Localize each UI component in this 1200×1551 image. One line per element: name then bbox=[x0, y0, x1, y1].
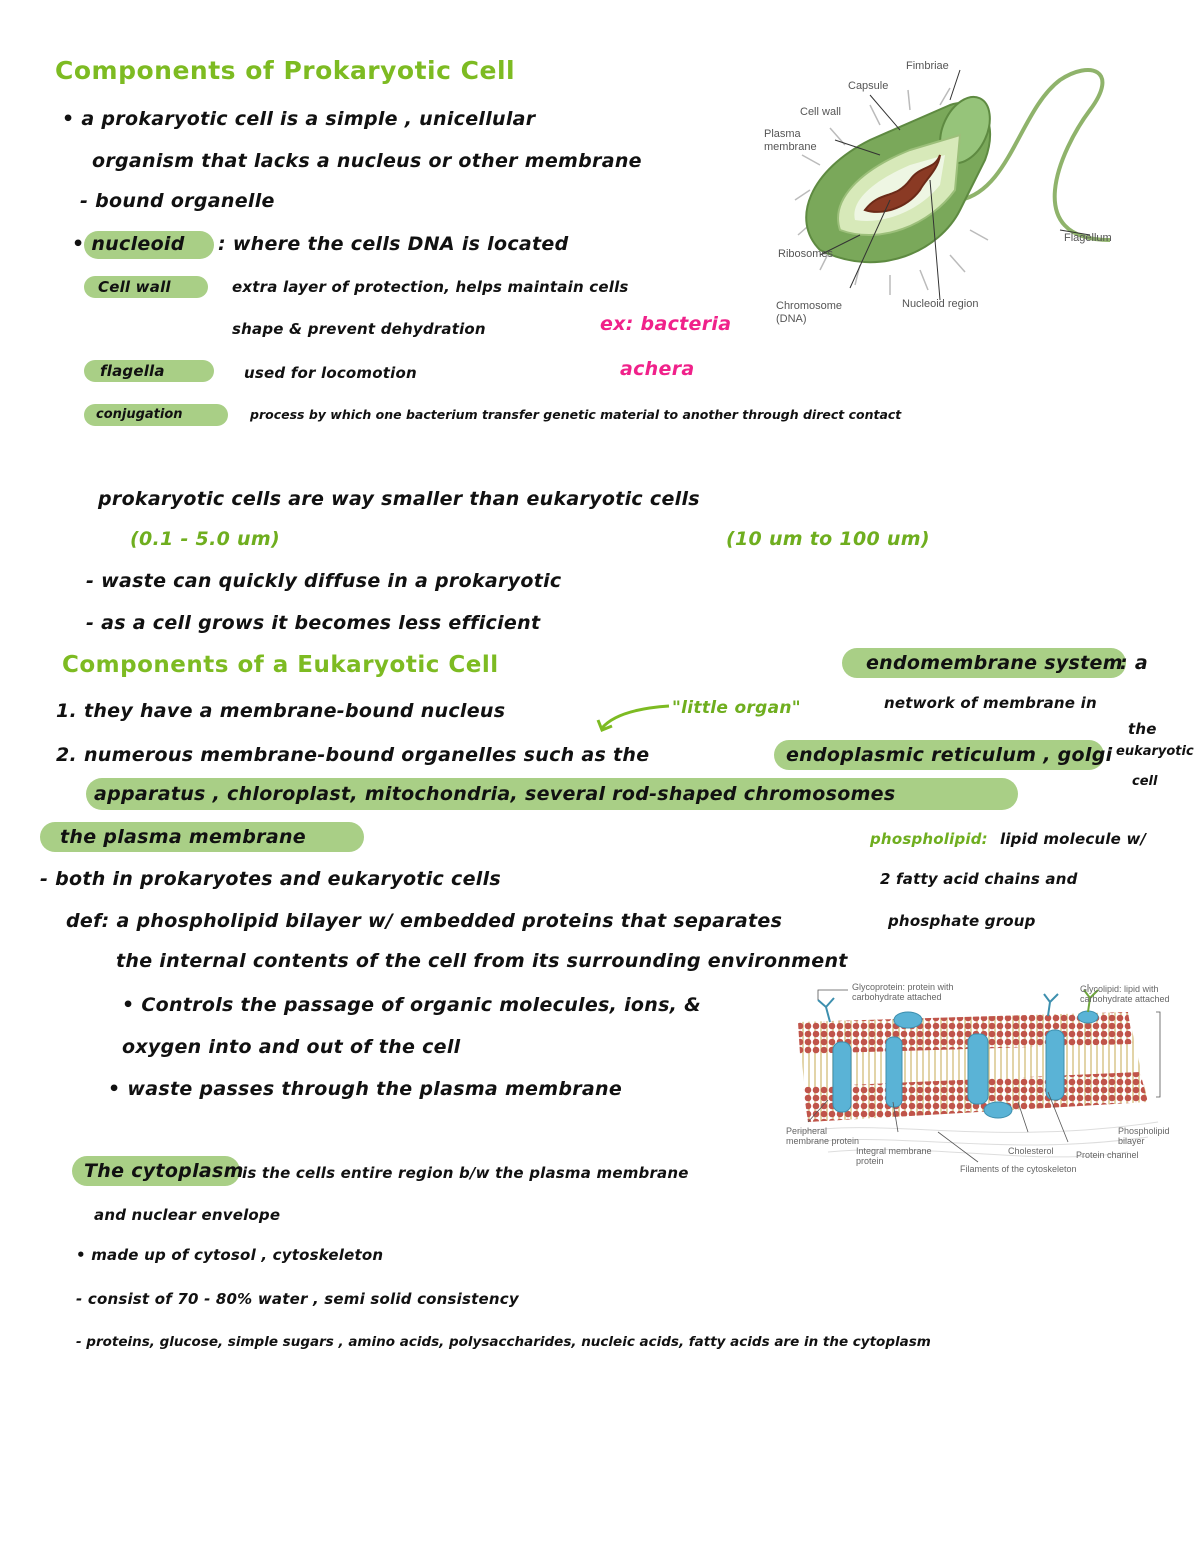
nucleoid-region-label: Nucleoid region bbox=[902, 298, 979, 310]
chromosome-label: Chromosome (DNA) bbox=[776, 300, 843, 325]
peripheral-protein-label: Peripheral membrane protein bbox=[786, 1126, 860, 1146]
plasma-both: - both in prokaryotes and eukaryotic cells bbox=[40, 868, 502, 890]
cytoplasm-def-2: and nuclear envelope bbox=[94, 1206, 281, 1224]
example-bacteria: ex: bacteria bbox=[600, 313, 732, 335]
example-archaea: achera bbox=[620, 358, 695, 380]
phospholipid-def-1: lipid molecule w/ bbox=[1000, 830, 1147, 848]
prokaryotic-cell-diagram bbox=[760, 50, 1160, 320]
capsule-label: Capsule bbox=[848, 80, 889, 92]
cytoplasm-def-1: is the cells entire region b/w the plasma membrane bbox=[242, 1164, 689, 1182]
cytoplasm-term: The cytoplasm bbox=[84, 1160, 244, 1182]
phospholipid-bilayer-label: Phospholipid bilayer bbox=[1118, 1126, 1170, 1146]
prokaryotic-heading: Components of Prokaryotic Cell bbox=[55, 56, 516, 85]
nucleoid-definition: : where the cells DNA is located bbox=[218, 233, 569, 255]
cell-wall-definition-2: shape & prevent dehydration bbox=[232, 320, 486, 338]
waste-bullet: - waste can quickly diffuse in a prokaryotic bbox=[86, 570, 562, 592]
eukaryotic-item-1: 1. they have a membrane-bound nucleus bbox=[56, 700, 506, 722]
prokaryotic-line-2: organism that lacks a nucleus or other membrane bbox=[92, 150, 642, 172]
fimbriae-label: Fimbriae bbox=[906, 60, 949, 72]
flagellum-label: Flagellum bbox=[1064, 232, 1112, 244]
little-organ-note: "little organ" bbox=[672, 698, 801, 718]
endomembrane-def-5: cell bbox=[1132, 774, 1158, 789]
ribosomes-label: Ribosomes bbox=[778, 248, 834, 260]
phospholipid-def-2: 2 fatty acid chains and bbox=[880, 870, 1078, 888]
cytoplasm-bullet-3: - proteins, glucose, simple sugars , amino acids, polysaccharides, nucleic acids, fatty acids are in the cytoplasm bbox=[76, 1334, 931, 1350]
integral-protein-label: Integral membrane protein bbox=[856, 1146, 932, 1166]
conjugation-term: conjugation bbox=[96, 407, 183, 422]
prokaryotic-size: (0.1 - 5.0 um) bbox=[130, 528, 280, 550]
phospholipid-term: phospholipid: bbox=[870, 830, 988, 848]
plasma-bullet-1b: oxygen into and out of the cell bbox=[122, 1036, 461, 1058]
plasma-bullet-2: • waste passes through the plasma membrane bbox=[108, 1078, 623, 1100]
plasma-bullet-1a: • Controls the passage of organic molecules, ions, & bbox=[122, 994, 701, 1016]
flagella-definition: used for locomotion bbox=[244, 364, 417, 382]
prokaryotic-line-3: - bound organelle bbox=[80, 190, 275, 212]
er-golgi-text: endoplasmic reticulum , golgi bbox=[786, 744, 1113, 766]
plasma-heading: the plasma membrane bbox=[60, 826, 306, 848]
arrow-icon bbox=[594, 696, 674, 736]
size-comparison: prokaryotic cells are way smaller than eukaryotic cells bbox=[98, 488, 700, 510]
endomembrane-def-4: eukaryotic bbox=[1116, 744, 1194, 759]
cell-wall-label: Cell wall bbox=[800, 106, 841, 118]
plasma-membrane-label: Plasma membrane bbox=[764, 128, 817, 153]
conjugation-definition: process by which one bacterium transfer genetic material to another through direct contact bbox=[250, 407, 902, 422]
protein-channel-label: Protein channel bbox=[1076, 1150, 1139, 1160]
eukaryotic-item-2: 2. numerous membrane-bound organelles such as the bbox=[56, 744, 650, 766]
cytoplasm-bullet-2: - consist of 70 - 80% water , semi solid consistency bbox=[76, 1290, 519, 1308]
cholesterol-label: Cholesterol bbox=[1008, 1146, 1054, 1156]
plasma-def-1: def: a phospholipid bilayer w/ embedded proteins that separates bbox=[66, 910, 783, 932]
endomembrane-def-3: the bbox=[1128, 720, 1157, 738]
filaments-label: Filaments of the cytoskeleton bbox=[960, 1164, 1077, 1174]
glycolipid-label: Glycolipid: lipid with carbohydrate attached bbox=[1080, 984, 1170, 1004]
grow-bullet: - as a cell grows it becomes less efficient bbox=[86, 612, 541, 634]
cell-wall-definition-1: extra layer of protection, helps maintain cells bbox=[232, 278, 629, 296]
endomembrane-term: endomembrane system bbox=[866, 652, 1123, 674]
glycoprotein-label: Glycoprotein: protein with carbohydrate attached bbox=[852, 982, 954, 1002]
eukaryotic-item-2b: apparatus , chloroplast, mitochondria, several rod-shaped chromosomes bbox=[94, 783, 896, 805]
nucleoid-term: • nucleoid bbox=[72, 233, 185, 255]
flagella-term: flagella bbox=[100, 362, 165, 380]
eukaryotic-size: (10 um to 100 um) bbox=[726, 528, 930, 550]
cell-wall-term: Cell wall bbox=[98, 278, 171, 296]
eukaryotic-heading: Components of a Eukaryotic Cell bbox=[62, 652, 499, 678]
cytoplasm-bullet-1: • made up of cytosol , cytoskeleton bbox=[76, 1246, 384, 1264]
prokaryotic-line-1: • a prokaryotic cell is a simple , unicellular bbox=[62, 108, 536, 130]
phospholipid-def-3: phosphate group bbox=[888, 912, 1036, 930]
plasma-def-2: the internal contents of the cell from its surrounding environment bbox=[116, 950, 848, 972]
endomembrane-def-2: network of membrane in bbox=[884, 694, 1097, 712]
endomembrane-def-1: : a bbox=[1120, 652, 1148, 674]
